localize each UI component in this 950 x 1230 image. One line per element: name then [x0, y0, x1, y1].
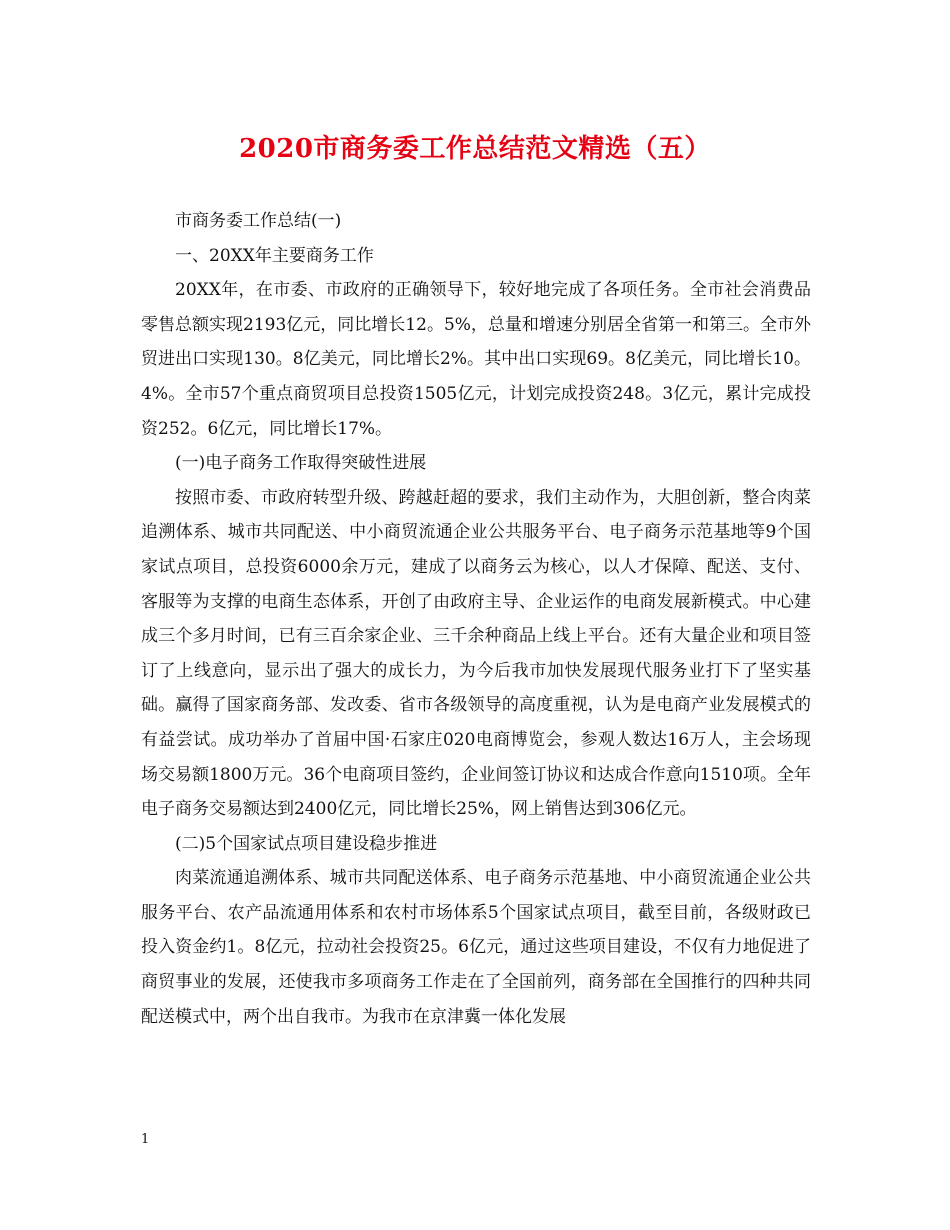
- document-title: 2020市商务委工作总结范文精选（五）: [239, 134, 711, 164]
- paragraph-section-heading: 市商务委工作总结(一): [175, 211, 342, 231]
- document-body: [141, 204, 811, 1034]
- paragraph-pilot-projects: 肉菜流通追溯体系、城市共同配送体系、电子商务示范基地、中小商贸流通企业公共服务平台、农产品流通用体系和农村市场体系5个国家试点项目，截至目前，各级财政已投入资金约1。8亿元，拉动社会投资25。6亿元，通过这些项目建设，不仅有力地促进了商贸事业的发展，还使我市多项商务工作走在了全国前列，商务部在全国推行的四种共同配送模式中，两个出自我市。为我市在京津冀一体化发展: [141, 868, 811, 1027]
- paragraph-subheading-ecommerce: (一)电子商务工作取得突破性进展: [175, 453, 427, 474]
- page-number: 1: [141, 1132, 150, 1147]
- paragraph-ecommerce: 按照市委、市政府转型升级、跨越赶超的要求，我们主动作为，大胆创新，整合肉菜追溯体系、城市共同配送、中小商贸流通企业公共服务平台、电子商务示范基地等9个国家试点项目，总投资6000余万元，建成了以商务云为核心，以人才保障、配送、支付、客服等为支撑的电商生态体系，开创了由政府主导、企业运作的电商发展新模式。中心建成三个多月时间，已有三百余家企业、三千余种商品上线上平台。还有大量企业和项目签订了上线意向，显示出了强大的成长力，为今后我市加快发展现代服务业打下了坚实基础。赢得了国家商务部、发改委、省市各级领导的高度重视，认为是电商产业发展模式的有益尝试。成功举办了首届中国·石家庄020电商博览会，参观人数达16万人，主会场现场交易额1800万元。36个电商项目签约，企业间签订协议和达成合作意向1510项。全年电子商务交易额达到2400亿元，同比增长25%，网上销售达到306亿元。: [141, 487, 811, 820]
- paragraph-subheading-main-work: 一、20XX年主要商务工作: [175, 245, 374, 266]
- paragraph-summary: 20XX年，在市委、市政府的正确领导下，较好地完成了各项任务。全市社会消费品零售总额实现2193亿元，同比增长12。5%，总量和增速分别居全省第一和第三。全市外贸进出口实现130。8亿美元，同比增长2%。其中出口实现69。8亿美元，同比增长10。4%。全市57个重点商贸项目总投资1505亿元，计划完成投资248。3亿元，累计完成投资252。6亿元，同比增长17%。: [141, 280, 811, 439]
- paragraph-subheading-pilot-projects: (二)5个国家试点项目建设稳步推进: [175, 833, 438, 854]
